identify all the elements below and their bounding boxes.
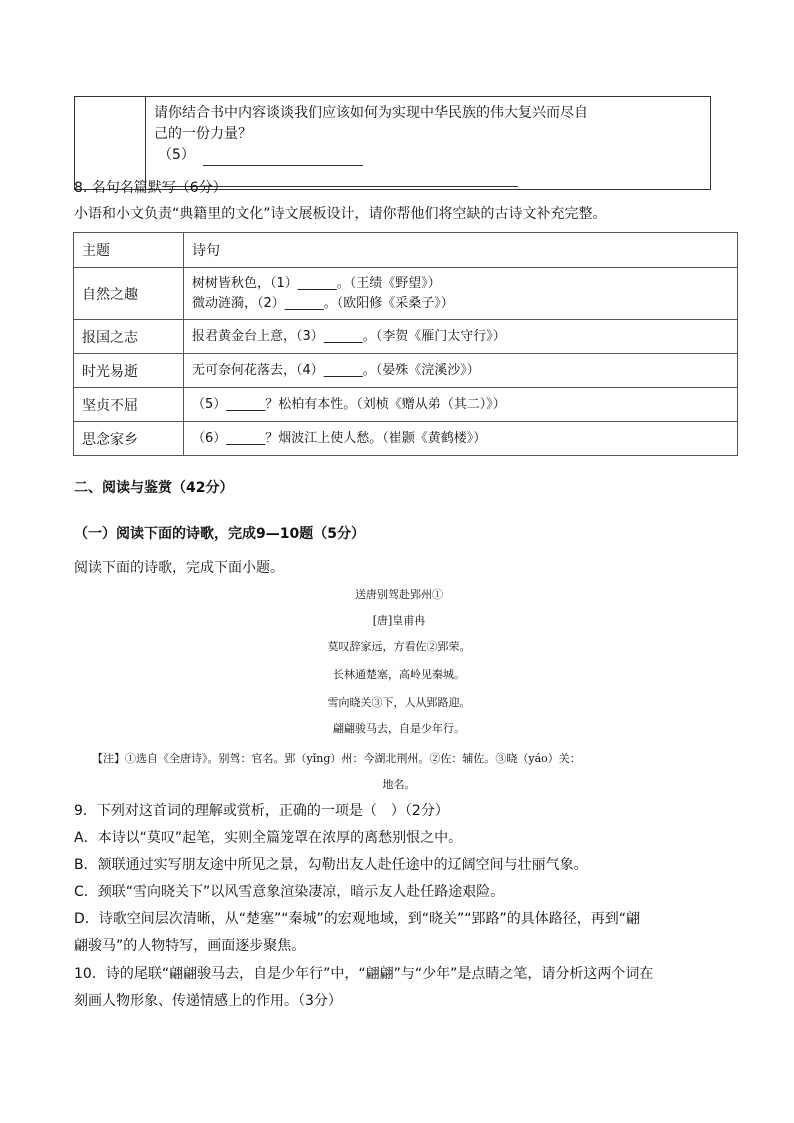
top-question-table xyxy=(74,96,711,190)
lines-cell xyxy=(184,388,738,422)
poem-line: 报君黄金台上意，（3）______。（李贺《雁门太守行》） xyxy=(192,328,506,344)
table-row xyxy=(74,354,738,388)
q9-option-c: C．颈联“雪向晓关下”以风雪意象渲染凄凉，暗示友人赴任路途艰险。 xyxy=(74,884,505,900)
question-text-line1: 请你结合书中内容谈谈我们应该如何为实现中华民族的伟大复兴而尽自 xyxy=(154,105,588,121)
lines-cell xyxy=(184,354,738,388)
poem-line: 树树皆秋色，（1）______。（王绩《野望》） xyxy=(192,275,441,291)
poem-title: 送唐别驾赴郢州① xyxy=(355,588,443,601)
theme-cell: 思念家乡 xyxy=(74,422,184,456)
q9-stem: 9．下列对这首词的理解或赏析，正确的一项是（ ）（2分） xyxy=(74,803,449,819)
lines-cell xyxy=(184,268,738,320)
table-header-lines: 诗句 xyxy=(184,233,738,268)
q8-heading: 8. 名句名篇默写（6分） xyxy=(74,180,227,196)
question-text-line2: 己的一份力量？ xyxy=(154,126,252,142)
theme-cell: 时光易逝 xyxy=(74,354,184,388)
lines-cell xyxy=(184,320,738,354)
q9-option-b: B．颔联通过实写朋友途中所见之景，勾勒出友人赴任途中的辽阔空间与壮丽气象。 xyxy=(74,857,588,873)
poem-line: 微动涟漪，（2）______。（欧阳修《采桑子》） xyxy=(192,295,454,311)
poem-line: 莫叹辞家远，方看佐②郢荣。 xyxy=(327,640,471,653)
poem-line: 长林通楚塞，高岭见秦城。 xyxy=(333,668,465,681)
poem-author: [唐]皇甫冉 xyxy=(372,614,426,627)
theme-cell: 报国之志 xyxy=(74,320,184,354)
table-row xyxy=(74,388,738,422)
poem-line: （5）______？松柏有本性。（刘桢《赠从弟（其二）》） xyxy=(192,396,506,412)
table-row xyxy=(74,422,738,456)
q10-line2: 刻画人物形象、传递情感上的作用。（3分） xyxy=(74,993,342,1009)
poem-note-cont: 地名。 xyxy=(382,778,416,791)
blank-label: （5） xyxy=(158,147,195,163)
q9-option-d-cont: 翩骏马”的人物特写，画面逐步聚焦。 xyxy=(74,938,306,954)
table-header-theme: 主题 xyxy=(74,233,184,268)
poem-block xyxy=(74,586,724,746)
q9-option-a: A．本诗以“莫叹”起笔，实则全篇笼罩在浓厚的离愁别恨之中。 xyxy=(74,830,463,846)
theme-cell: 自然之趣 xyxy=(74,268,184,320)
q9-option-d: D．诗歌空间层次清晰，从“楚塞”“秦城”的宏观地域，到“晓关”“郢路”的具体路径，再到“翩 xyxy=(74,911,641,927)
poem-line: 雪向晓关③下，人从郢路迎。 xyxy=(327,696,471,709)
poem-line: 翩翩骏马去，自是少年行。 xyxy=(333,722,465,735)
poem-line: （6）______？烟波江上使人愁。（崔颢《黄鹤楼》） xyxy=(192,430,487,446)
poem-line: 无可奈何花落去，（4）______。（晏殊《浣溪沙》） xyxy=(192,362,480,378)
q10-line1: 10．诗的尾联“翩翩骏马去，自是少年行”中，“翩翩”与“少年”是点睛之笔，请分析这两个词在 xyxy=(74,966,654,982)
table-row xyxy=(74,320,738,354)
q8-intro: 小语和小文负责“典籍里的文化”诗文展板设计，请你帮他们将空缺的古诗文补充完整。 xyxy=(74,206,607,222)
answer-blank-short[interactable] xyxy=(203,151,363,166)
table-row xyxy=(74,268,738,320)
theme-cell: 坚贞不屈 xyxy=(74,388,184,422)
table-cell-question xyxy=(146,97,711,190)
lines-cell xyxy=(184,422,738,456)
table-header-row xyxy=(74,233,738,268)
poem-note: 【注】①选自《全唐诗》。别驾：官名。郢（yǐng）州：今湖北荆州。②佐：辅佐。③晓（yáo）关： xyxy=(92,752,581,765)
section2-heading: 二、阅读与鉴赏（42分） xyxy=(74,480,234,496)
table-cell-empty xyxy=(75,97,146,190)
poem-fill-table xyxy=(73,232,738,456)
section2-sub-heading: （一）阅读下面的诗歌，完成9—10题（5分） xyxy=(74,526,365,542)
section2-instruction: 阅读下面的诗歌，完成下面小题。 xyxy=(74,560,284,576)
